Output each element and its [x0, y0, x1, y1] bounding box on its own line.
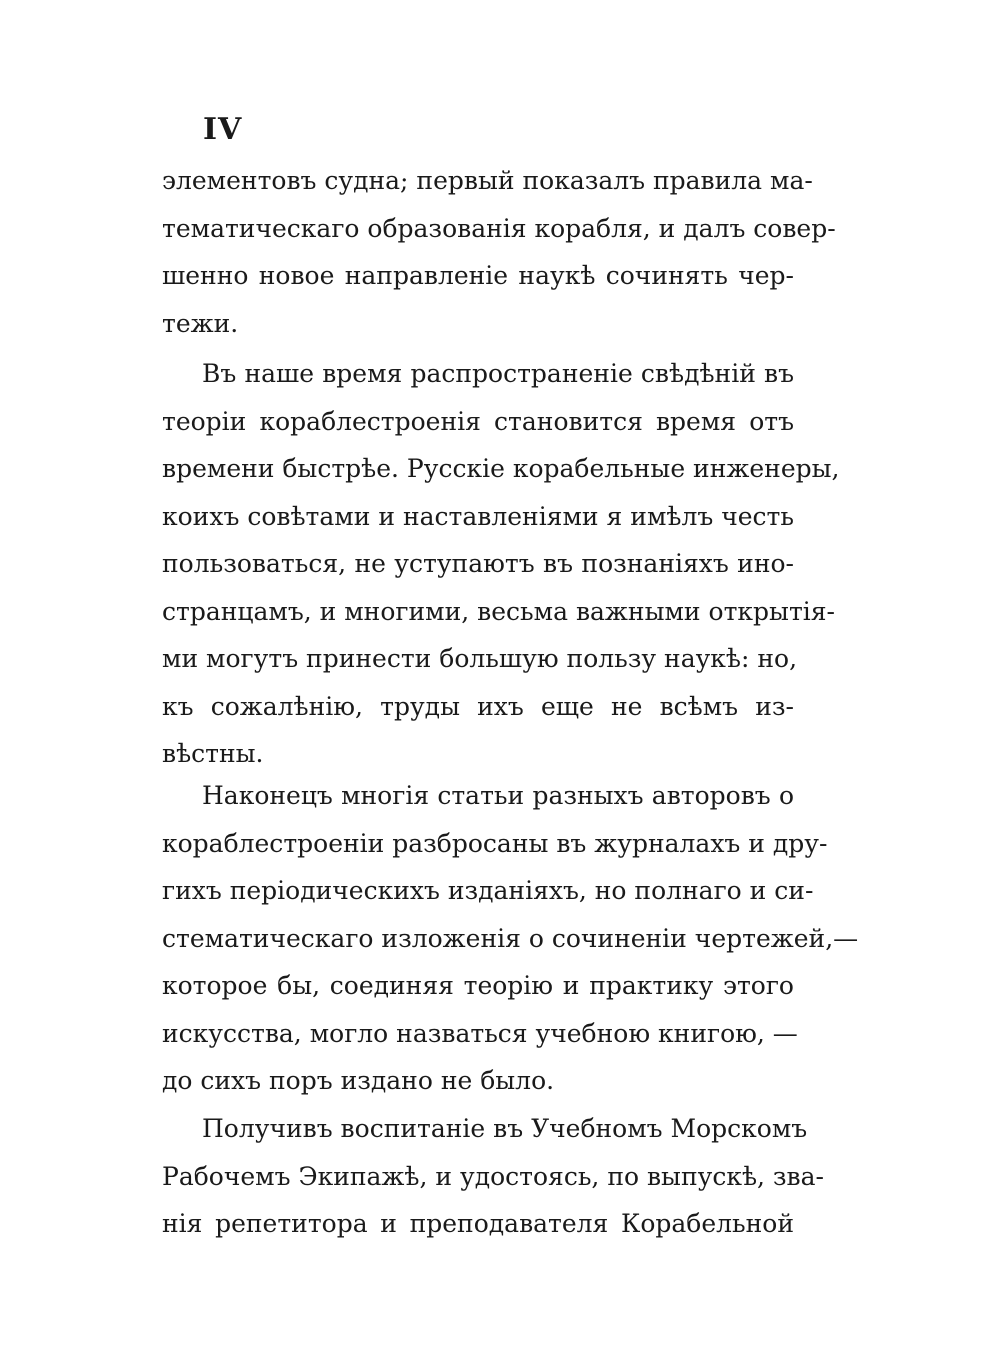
text-line: странцамъ, и многими, весьма важными открытія- — [162, 596, 835, 626]
text-line: пользоваться, не уступаютъ въ познаніяхъ ино- — [162, 549, 794, 578]
text-line: искусства, могло назваться учебною книгою, — — [162, 1018, 798, 1048]
text-line: тежи. — [162, 308, 239, 338]
text-line: коихъ совѣтами и наставленіями я имѣлъ честь — [162, 501, 794, 531]
text-line: Наконецъ многія статьи разныхъ авторовъ о — [202, 781, 794, 810]
text-line: шенно новое направленіе наукѣ сочинять чер- — [162, 261, 794, 290]
page-number: IV — [203, 112, 243, 147]
paragraph-1 — [162, 157, 836, 347]
paragraph-4 — [162, 1105, 824, 1248]
text-line: гихъ періодическихъ изданіяхъ, но полнаго и си- — [162, 876, 814, 905]
text-line: ми могутъ принести большую пользу наукѣ: но, — [162, 644, 798, 673]
paragraph-2 — [162, 350, 840, 778]
text-line: до сихъ поръ издано не было. — [162, 1066, 555, 1095]
text-line: которое бы, соединяя теорію и практику этого — [162, 971, 794, 1000]
text-line: тематическаго образованія корабля, и далъ совер- — [162, 213, 836, 243]
text-line: Въ наше время распространеніе свѣдѣній въ — [202, 359, 794, 388]
text-line: Получивъ воспитаніе въ Учебномъ Морскомъ — [202, 1114, 808, 1143]
text-line: нія репетитора и преподавателя Корабельной — [162, 1209, 794, 1238]
text-line: къ сожалѣнію, труды ихъ еще не всѣмъ из- — [162, 691, 794, 721]
text-line: стематическаго изложенія о сочиненіи чертежей,— — [162, 923, 859, 953]
text-line: вѣстны. — [162, 739, 264, 768]
text-line: Рабочемъ Экипажѣ, и удостоясь, по выпускѣ, зва- — [162, 1161, 824, 1191]
text-line: элементовъ судна; первый показалъ правила ма- — [162, 166, 813, 195]
paragraph-3 — [162, 772, 859, 1105]
text-line: кораблестроеніи разбросаны въ журналахъ и дру- — [162, 828, 828, 858]
text-line: теоріи кораблестроенія становится время отъ — [162, 406, 794, 436]
text-line: времени быстрѣе. Руcскіе корабельные инженеры, — [162, 454, 840, 483]
